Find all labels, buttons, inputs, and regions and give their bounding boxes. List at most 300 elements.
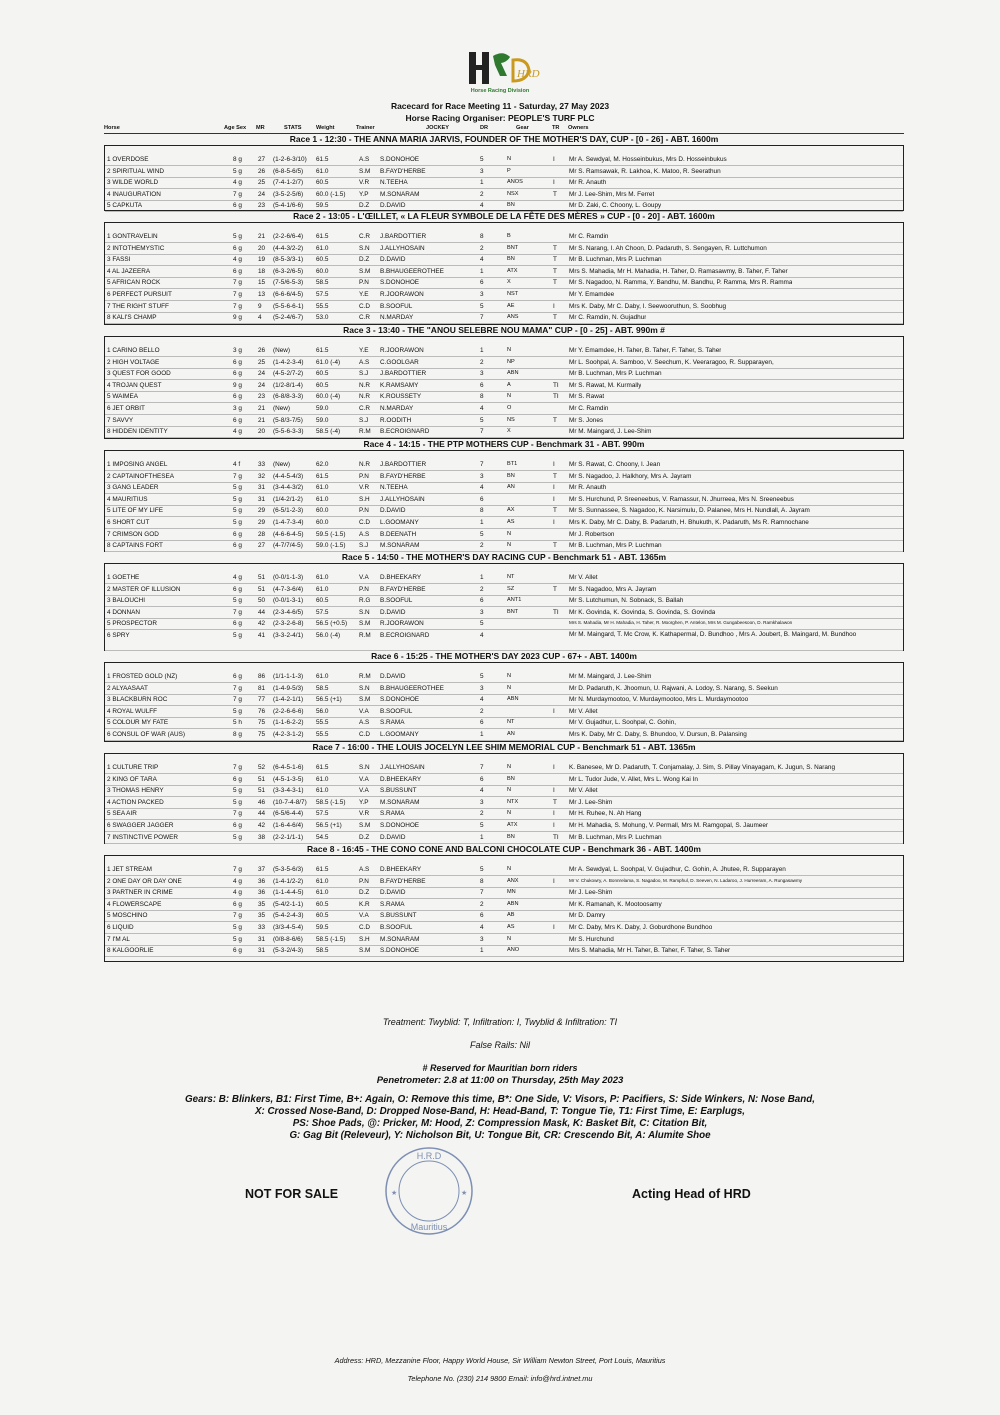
draw: 3 [480,472,484,480]
horse-name: 4 AL JAZEERA [107,267,151,275]
trainer: R.G [359,597,371,605]
draw: 7 [480,428,484,436]
race-table [104,563,904,651]
gear: N [507,866,512,872]
draw: 6 [480,381,484,389]
treatment: T [553,244,557,252]
draw: 7 [480,764,484,771]
page-title: Racecard for Race Meeting 11 - Saturday, 27 May 2023 [390,101,610,111]
owners: Mrs K. Daby, Mr C. Daby, B. Padaruth, H. Bhukuth, K. Padaruth, Ms R. Ramnochane [569,519,809,526]
horse-name: 5 MOSCHINO [107,912,148,920]
col-jockey: JOCKEY [426,125,450,131]
weight: 53.0 [316,314,329,322]
age-sex: 7 g [233,190,242,198]
merit-rating: 19 [258,256,266,264]
treatment: I [553,787,555,795]
age-sex: 4 g [233,877,242,885]
jockey: N.MARDAY [380,314,414,322]
trainer: P.N [359,472,369,480]
weight: 55.5 [316,719,329,727]
runner-row [105,505,903,517]
gear: BN [507,775,515,782]
gear: ANOS [507,179,523,186]
form-stats: (4-4-5-4/3) [273,472,304,480]
organiser: Horse Racing Organiser: PEOPLE'S TURF PLC [405,113,595,123]
trainer: A.S [359,358,370,366]
gear: X [507,428,511,435]
draw: 2 [480,810,484,818]
treatment: I [553,156,555,163]
age-sex: 6 g [233,244,242,252]
draw: 1 [480,267,484,275]
race-table [104,222,904,325]
form-stats: (6-4-5-1-6) [273,764,304,771]
form-stats: (8-5-3/3-1) [273,256,304,264]
draw: 2 [480,542,484,550]
runner-row [105,415,903,427]
not-for-sale: NOT FOR SALE [245,1187,339,1201]
runner-row [105,572,903,584]
jockey: S.RAMA [380,900,405,908]
runner-row [105,922,903,934]
gear: BN [507,472,515,479]
runner-row [105,529,903,541]
horse-name: 6 SPRY [107,632,130,639]
merit-rating: 42 [258,822,266,829]
merit-rating: 27 [258,542,266,550]
penetrometer-note: Penetrometer: 2.8 at 11:00 on Thursday, 25th May 2023 [376,1075,624,1086]
weight: 61.5 [316,347,329,354]
form-stats: (New) [273,405,291,412]
trainer: D.Z [359,889,370,897]
owners: Mr D. Damry [569,912,606,920]
form-stats: (5-4-2-4-3) [273,912,304,920]
race-title: Race 5 - 14:50 - THE MOTHER'S DAY RACING CUP - Benchmark 51 - ABT. 1365m [341,552,667,562]
owners: Mr D. Zaki, C. Choony, L. Goupy [569,202,662,210]
gear: NST [507,291,519,297]
form-stats: (6-6-6/4-5) [273,291,304,298]
owners: Mrs K. Daby, Mr C. Daby, I. Seewooruthun, S. Soobhug [569,302,727,310]
owners: Mr M. Maingard, J. Lee-Shim [569,673,652,680]
jockey: S.DONOHOE [380,156,420,163]
runner-row [105,154,903,166]
merit-rating: 32 [258,472,266,480]
form-stats: (0-0/1-1-3) [273,574,304,581]
horse-name: 3 QUEST FOR GOOD [107,370,171,378]
owners: Mr S. Rawat, M. Kurmally [569,381,642,389]
jockey: B.ECROIGNARD [380,428,430,436]
jockey: J.BARDOTTIER [380,370,427,378]
weight: 60.0 [316,267,329,275]
owners: Mrs S. Mahadia, Mr H. Mahadia, H. Taher, R. Moorghen, P. Antelon, Mrs M. Gungabeesoon, D. Ramkhalawon [569,620,793,626]
merit-rating: 9 [258,302,262,310]
form-stats: (5-5-6-6-1) [273,302,304,310]
gear: N [507,935,512,942]
age-sex: 6 g [233,900,242,908]
jockey: J.BARDOTTIER [380,461,427,468]
weight: 60.0 (-1.5) [316,190,346,198]
age-sex: 5 g [233,495,242,503]
form-stats: (3-3-2-4/1) [273,632,304,639]
trainer: C.R [359,405,371,412]
form-stats: (6-3-2/6-5) [273,267,304,275]
form-stats: (4-4-3/2-2) [273,244,304,252]
trainer: N.R [359,393,371,401]
col-gear: Gear [516,125,529,131]
race-table [104,855,904,962]
treatment: TI [553,608,559,616]
age-sex: 6 g [233,530,242,538]
weight: 56.5 (+1) [316,822,342,829]
draw: 5 [480,822,484,829]
runner-row [105,706,903,718]
weight: 60.5 [316,912,329,920]
gear: B [507,233,511,239]
trainer: S.M [359,822,371,829]
weight: 57.5 [316,291,329,298]
form-stats: (1/4-2/1-2) [273,495,303,503]
treatment: I [553,924,555,931]
merit-rating: 21 [258,405,266,412]
stamp-top-text: H.R.D [416,1151,442,1161]
jockey: B.SOOFUL [380,924,413,931]
draw: 6 [480,279,484,287]
merit-rating: 50 [258,597,266,605]
merit-rating: 41 [258,632,266,639]
draw: 1 [480,731,484,738]
jockey: S.DONOHOE [380,279,420,287]
merit-rating: 51 [258,585,266,593]
draw: 5 [480,302,484,310]
weight: 59.5 [316,924,329,931]
owners: Mr V. Allet [569,707,598,715]
weight: 61.5 [316,866,329,873]
merit-rating: 76 [258,707,266,715]
treatment: T [553,314,557,322]
form-stats: (10-7-4-8/7) [273,798,307,806]
runner-row [105,189,903,201]
treatment: I [553,822,555,829]
trainer: V.A [359,912,369,920]
owners: Mr V. Chukowry, A. Bonnrelama, S. Nagadoo, M. Ramphul, D. Seeven, N. Ladaroo, J. Hurreeram, A. Rungasawmy [569,877,803,883]
age-sex: 6 g [233,673,242,680]
jockey: D.DAVID [380,256,406,264]
runner-row [105,832,903,844]
draw: 5 [480,156,484,163]
horse-name: 5 COLOUR MY FATE [107,719,169,727]
treatment: T [553,542,557,550]
trainer: S.J [359,542,369,550]
form-stats: (1-1-6-2-2) [273,719,304,727]
merit-rating: 4 [258,314,262,322]
gear: N [507,347,512,353]
horse-name: 1 GONTRAVELIN [107,233,158,240]
jockey: B.FAYD'HERBE [380,472,426,480]
trainer: S.J [359,370,369,378]
draw: 3 [480,684,484,692]
form-stats: (2-3-2-6-8) [273,620,304,628]
horse-name: 8 CAPTAINS FORT [107,542,163,550]
merit-rating: 33 [258,924,266,931]
runner-row [105,254,903,266]
age-sex: 5 g [233,707,242,715]
merit-rating: 42 [258,620,266,628]
owners: Mr V. Gujadhur, L. Soohpal, C. Gohin, [569,719,677,727]
jockey: J.BARDOTTIER [380,233,427,240]
runner-row [105,683,903,695]
jockey: M.SONARAM [380,935,420,943]
owners: Mr S. Nagadoo, J. Halkhory, Mrs A. Jayram [569,472,692,480]
draw: 6 [480,597,484,605]
gear: N [507,810,512,817]
race-title: Race 7 - 16:00 - THE LOUIS JOCELYN LEE SHIM MEMORIAL CUP - Benchmark 51 - ABT. 1365m [312,742,696,752]
runner-row [105,471,903,483]
age-sex: 4 f [233,461,241,468]
trainer: S.M [359,267,371,275]
owners: Mr A. Sewdyal, L. Soohpal, V. Gujadhur, C. Gohin, A. Jhutee, R. Supparayen [569,866,786,873]
age-sex: 8 g [233,731,242,738]
merit-rating: 21 [258,416,266,424]
owners: Mr L. Tudor Jude, V. Allet, Mrs L. Wong Kai In [569,775,698,783]
horse-name: 7 SAVVY [107,416,134,424]
trainer: K.R [359,900,370,908]
age-sex: 5 g [233,484,242,492]
draw: 6 [480,912,484,920]
weight: 61.5 [316,764,329,771]
logo-text: HRD [517,68,540,80]
weight: 61.0 (-4) [316,358,341,366]
form-stats: (3-4-4-3/2) [273,484,304,492]
horse-name: 6 LIQUID [107,924,134,931]
col-dr: DR [480,125,489,131]
weight: 60.5 [316,256,329,264]
gear: SZ [507,585,515,592]
form-stats: (6-5/1-2-3) [273,507,304,515]
trainer: A.S [359,156,370,163]
age-sex: 6 g [233,267,242,275]
owners: Mr S. Lutchumun, N. Sobnack, S. Ballah [569,597,684,605]
merit-rating: 31 [258,947,266,955]
draw: 1 [480,179,484,187]
age-sex: 5 g [233,935,242,943]
jockey: K.ROUSSETY [380,393,422,401]
horse-name: 5 CAPKUTA [107,202,143,210]
weight: 58.5 [316,947,329,955]
form-stats: (6-8-5-6/5) [273,167,304,175]
gears-line: PS: Shoe Pads, @: Pricker, M: Hood, Z: Compression Mask, K: Basket Bit, C: Citation Bit, [292,1118,708,1129]
age-sex: 5 h [233,719,242,727]
form-stats: (4-2-3-1-2) [273,731,304,738]
owners: Mr Y. Emamdee [569,291,615,298]
jockey: R.JOORAWON [380,620,424,628]
trainer: R.M [359,428,371,436]
weight: 61.0 [316,889,329,897]
hrd-stamp [383,1145,475,1237]
horse-name: 4 ROYAL WULFF [107,707,158,715]
trainer: C.D [359,302,371,310]
weight: 60.5 [316,597,329,605]
merit-rating: 31 [258,935,266,943]
treatment: I [553,707,555,715]
jockey: B.SOOFUL [380,597,413,605]
draw: 7 [480,314,484,322]
runner-row [105,584,903,596]
weight: 61.5 [316,156,329,163]
form-stats: (1-6-4-6/4) [273,822,304,829]
gear: AB [507,912,515,919]
form-stats: (6-5/6-4-4) [273,810,304,818]
jockey: L.GOOMANY [380,519,419,526]
weight: 61.5 [316,233,329,240]
horse-name: 4 INAUGURATION [107,190,161,198]
merit-rating: 37 [258,866,266,873]
form-stats: (4-6-6-4-5) [273,530,304,538]
treatment: T [553,256,557,264]
trainer: S.N [359,684,370,692]
trainer: R.M [359,673,371,680]
merit-rating: 23 [258,202,266,210]
draw: 2 [480,190,484,198]
owners: Mr S. Ramsawak, R. Lakhoa, K. Matoo, R. Seerathun [569,167,721,175]
horse-name: 5 AFRICAN ROCK [107,279,161,287]
age-sex: 3 g [233,405,242,412]
gear: AS [507,924,515,930]
draw: 2 [480,900,484,908]
race-title: Race 1 - 12:30 - THE ANNA MARIA JARVIS, FOUNDER OF THE MOTHER'S DAY, CUP - [0 - 26] - ABT. 1600m [289,134,719,144]
owners: Mr S. Narang, I. Ah Choon, D. Padaruth, S. Sengayen, R. Luttchumon [569,244,767,252]
stamp-star-icon: ★ [391,1190,398,1197]
age-sex: 7 g [233,912,242,920]
owners: Mr M. Maingard, T. Mc Crow, K. Kathapermal, D. Bundhoo , Mrs A. Joubert, B. Maingard, M. Bundhoo [569,631,857,638]
weight: 56.0 [316,707,329,715]
jockey: L.GOOMANY [380,731,419,738]
gear: N [507,530,512,537]
horse-name: 7 INSTINCTIVE POWER [107,833,179,841]
merit-rating: 86 [258,673,266,680]
draw: 4 [480,924,484,931]
horse-name: 6 JET ORBIT [107,405,145,412]
gear: NS [507,416,515,423]
jockey: N.TEEHA [380,484,408,492]
trainer: P.N [359,507,369,515]
merit-rating: 75 [258,731,266,738]
merit-rating: 26 [258,167,266,175]
horse-name: 8 KALGOORLIE [107,947,154,955]
jockey: B.FAYD'HERBE [380,167,426,175]
treatment: T [553,416,557,424]
age-sex: 6 g [233,416,242,424]
merit-rating: 20 [258,428,266,436]
age-sex: 6 g [233,822,242,829]
runner-row [105,368,903,380]
owners: Mr B. Luchman, Mrs P. Luchman [569,256,662,264]
weight: 59.5 [316,202,329,210]
gear: BNT [507,244,519,251]
owners: Mr S. Nagadoo, Mrs A. Jayram [569,585,657,593]
weight: 58.5 (-1.5) [316,798,346,806]
age-sex: 5 g [233,507,242,515]
jockey: S.RAMA [380,719,405,727]
merit-rating: 21 [258,233,266,240]
owners: Mr C. Daby, Mrs K. Daby, J. Goburdhone Bundhoo [569,924,713,931]
owners: Mr H. Ruhee, N. Ah Hang [569,810,642,818]
weight: 61.0 [316,877,329,885]
gear: MN [507,889,516,896]
gear: O [507,405,512,411]
trainer: N.R [359,461,371,468]
age-sex: 7 g [233,608,242,616]
horse-name: 6 CONSUL OF WAR (AUS) [107,731,185,738]
age-sex: 4 g [233,179,242,187]
runner-row [105,595,903,607]
race-title: Race 3 - 13:40 - THE "ANOU SELEBRE NOU MAMA" CUP - [0 - 25] - ABT. 990m # [343,325,665,335]
horse-name: 4 FLOWERSCAPE [107,900,162,908]
treatment: I [553,302,555,310]
merit-rating: 46 [258,798,266,806]
runner-row [105,494,903,506]
treatment: I [553,495,555,503]
race-table [104,336,904,439]
owners: Mr J. Lee-Shim, Mrs M. Ferret [569,190,655,198]
horse-name: 7 I'M AL [107,935,130,943]
owners: Mr S. Sunnassee, S. Nagadoo, K. Narsimulu, D. Palanee, Mrs H. Nundlall, A. Jayram [569,507,810,515]
runner-row [105,301,903,313]
trainer: V.R [359,484,370,492]
draw: 8 [480,233,484,240]
owners: Mr A. Sewdyal, M. Hosseinbukus, Mrs D. Hosseinbukus [569,156,727,163]
owners: Mr C. Ramdin [569,233,609,240]
age-sex: 4 g [233,428,242,436]
weight: 57.5 [316,608,329,616]
draw: 3 [480,167,484,175]
draw: 4 [480,696,484,704]
weight: 60.5 [316,900,329,908]
runner-row [105,717,903,729]
runner-row [105,482,903,494]
draw: 6 [480,775,484,783]
merit-rating: 44 [258,608,266,616]
form-stats: (1-4-2-3-4) [273,358,304,366]
gear: N [507,393,512,400]
horse-name: 2 ALYAASAAT [107,684,148,692]
form-stats: (1-4-2-1/1) [273,696,304,704]
address: Address: HRD, Mezzanine Floor, Happy World House, Sir William Newton Street, Port Louis, Mauritius [334,1356,666,1365]
weight: 57.5 [316,810,329,818]
draw: 5 [480,866,484,873]
jockey: D.DAVID [380,673,406,680]
gear: BN [507,202,515,209]
weight: 61.0 [316,673,329,680]
jockey: N.MARDAY [380,405,414,412]
gear: P [507,167,511,174]
trainer: S.M [359,620,371,628]
owners: Mr R. Anauth [569,484,607,492]
jockey: S.BUSSUNT [380,787,417,795]
gear: AE [507,302,515,309]
form-stats: (5-4/2-1-1) [273,900,304,908]
runner-row [105,762,903,774]
runner-row [105,820,903,832]
draw: 5 [480,416,484,424]
gear: BNT [507,608,519,615]
owners: Mr R. Anauth [569,179,607,187]
gear: ABN [507,370,519,377]
form-stats: (1-4-7-3-4) [273,519,304,526]
merit-rating: 51 [258,574,266,581]
draw: 6 [480,719,484,727]
weight: 56.0 (-4) [316,632,341,639]
runner-row [105,231,903,243]
